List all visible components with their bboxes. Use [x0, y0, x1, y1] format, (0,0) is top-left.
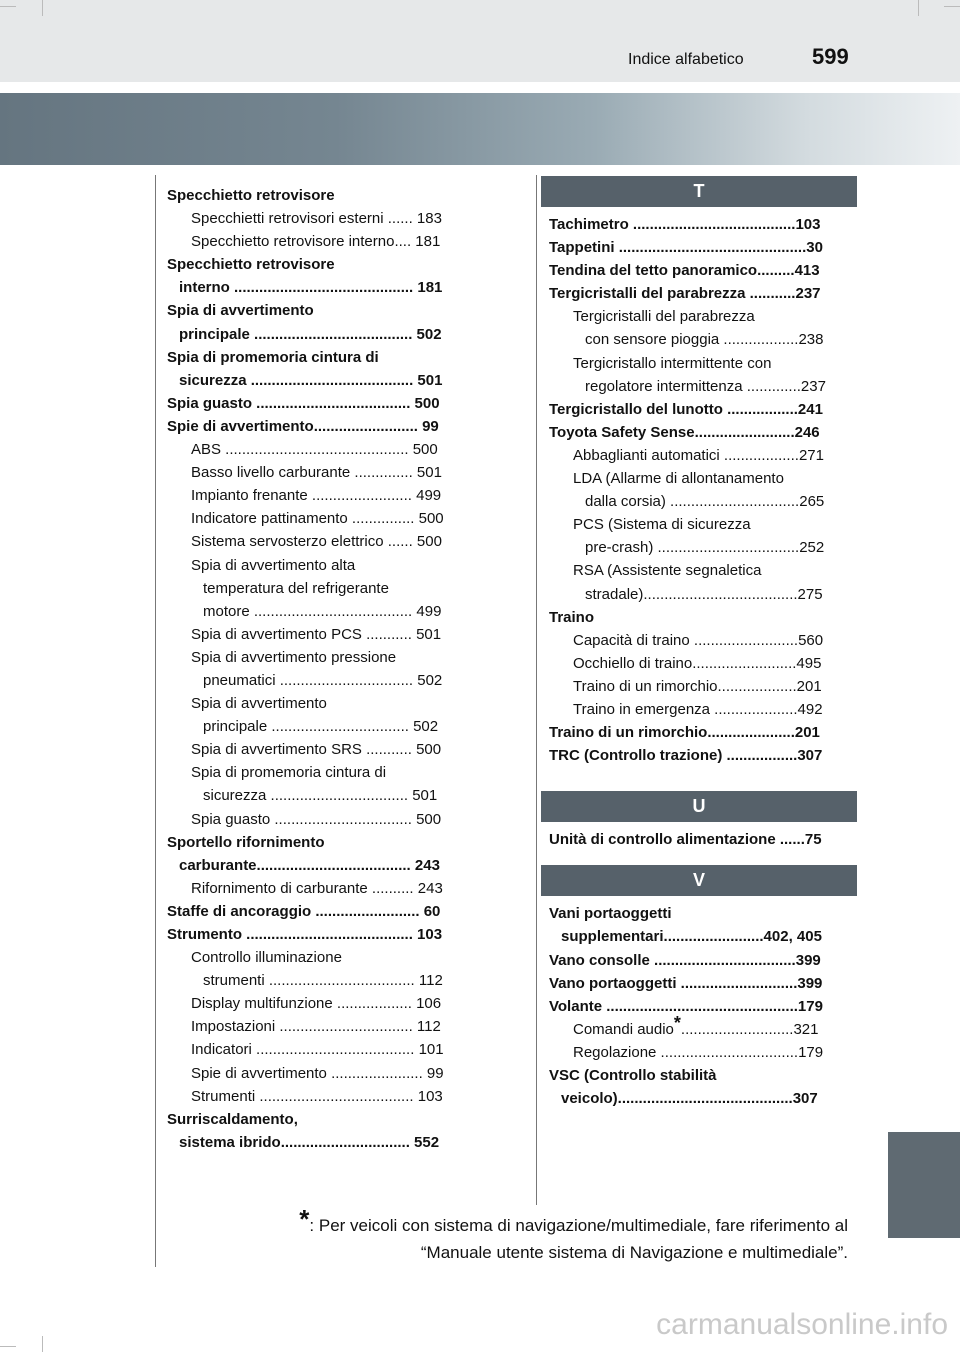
- footnote-text-1: : Per veicoli con sistema di navigazione/multimediale, fare riferimento al: [309, 1216, 848, 1235]
- index-entry: Spia di promemoria cintura di: [167, 348, 379, 366]
- index-entry: Specchietto retrovisore interno.... 181: [191, 233, 441, 251]
- footnote-text-2: “Manuale utente sistema di Navigazione e multimediale”.: [420, 1243, 848, 1262]
- index-entry: Indicatore pattinamento ............... 500: [191, 510, 444, 528]
- index-entry: LDA (Allarme di allontanamento: [573, 470, 784, 488]
- watermark: carmanualsonline.info: [656, 1308, 948, 1341]
- index-entry: Indicatori ...................................... 101: [191, 1041, 444, 1059]
- index-entry: Strumenti ..................................... 103: [191, 1087, 443, 1105]
- index-entry: Spia di avvertimento alta: [191, 556, 356, 574]
- footnote-marker: *: [673, 1012, 681, 1033]
- left-column-rule: [155, 175, 156, 1267]
- index-entry: Tergicristallo intermittente con: [573, 354, 772, 372]
- crop-mark: [918, 0, 919, 16]
- index-entry: Capacità di traino .........................560: [573, 631, 824, 649]
- index-entry: [549, 1012, 849, 1041]
- index-entry: Specchietto retrovisore: [167, 187, 335, 204]
- index-entry: Impostazioni ................................ 112: [191, 1018, 441, 1036]
- index-entry: carburante..................................... 243: [179, 856, 440, 874]
- section-header-v: V: [541, 865, 857, 896]
- index-entry: sicurezza ................................. 501: [203, 787, 438, 805]
- index-entry: Regolazione .................................179: [573, 1043, 824, 1061]
- crop-mark: [0, 1346, 16, 1347]
- center-column-rule: [536, 175, 537, 1205]
- index-entry: sicurezza ....................................... 501: [179, 371, 443, 389]
- index-entry: Controllo illuminazione: [191, 949, 342, 967]
- index-entry: Tachimetro .......................................103: [549, 216, 821, 233]
- crop-mark: [42, 1336, 43, 1352]
- index-entry: Spie di avvertimento ...................... 99: [191, 1064, 444, 1082]
- index-entry: Spie di avvertimento......................... 99: [167, 417, 439, 435]
- index-entry: Basso livello carburante .............. 501: [191, 464, 442, 482]
- index-entry: Specchietto retrovisore: [167, 256, 335, 274]
- crop-mark: [42, 0, 43, 16]
- index-entry: Tappetini .............................................30: [549, 239, 823, 257]
- index-entry: Spia di avvertimento: [167, 302, 314, 320]
- crop-mark: [944, 6, 960, 7]
- index-entry: principale ...................................... 502: [179, 325, 442, 343]
- footnote-line-1: [299, 1206, 848, 1239]
- index-entry: strumenti ................................... 112: [203, 972, 443, 990]
- index-entry: regolatore intermittenza .............237: [585, 377, 826, 395]
- entry-page: ...........................321: [680, 1020, 819, 1038]
- index-entry: Vano portaoggetti ............................399: [549, 974, 823, 992]
- index-entry: Tergicristalli del parabrezza ...........237: [549, 285, 821, 303]
- index-entry: dalla corsia) ...............................265: [585, 493, 825, 511]
- index-entry: Abbaglianti automatici ..................271: [573, 446, 824, 464]
- index-entry: veicolo)..........................................307: [561, 1090, 818, 1108]
- index-entry: Tendina del tetto panoramico.........413: [549, 262, 820, 280]
- index-entry: Rifornimento di carburante .......... 243: [191, 879, 443, 897]
- index-entry: Spia guasto ..................................... 500: [167, 394, 440, 412]
- page-number: 599: [812, 44, 849, 69]
- header-gradient-bar: [0, 93, 960, 165]
- index-entry: Vano consolle ..................................399: [549, 951, 821, 969]
- index-entry: Specchietti retrovisori esterni ...... 183: [191, 210, 442, 228]
- section-header-u: U: [541, 791, 857, 822]
- index-entry: PCS (Sistema di sicurezza: [573, 516, 751, 534]
- index-entry: Surriscaldamento,: [167, 1110, 298, 1128]
- entry-label: Comandi audio: [573, 1020, 674, 1038]
- index-entry: stradale).....................................275: [585, 585, 823, 603]
- section-header-t: T: [541, 176, 857, 207]
- index-entry: TRC (Controllo trazione) .................307: [549, 747, 823, 765]
- index-entry: Traino di un rimorchio...................201: [573, 677, 822, 695]
- index-entry: Toyota Safety Sense........................246: [549, 423, 820, 441]
- index-entry: Spia guasto ................................. 500: [191, 810, 442, 828]
- index-entry: pneumatici ................................ 502: [203, 671, 443, 689]
- section-title: Indice alfabetico: [628, 51, 744, 68]
- index-entry: Tergicristalli del parabrezza: [573, 308, 755, 326]
- index-entry: pre-crash) ..................................252: [585, 539, 825, 557]
- index-entry: Traino: [549, 608, 595, 626]
- footnote-star: *: [299, 1204, 310, 1234]
- index-entry: Spia di promemoria cintura di: [191, 764, 387, 782]
- index-entry: ABS ............................................ 500: [191, 441, 438, 459]
- index-entry: principale ................................. 502: [203, 718, 439, 736]
- index-entry: Tergicristallo del lunotto .................241: [549, 400, 823, 418]
- index-entry: Staffe di ancoraggio ......................... 60: [167, 902, 441, 920]
- index-entry: Vani portaoggetti: [549, 905, 672, 923]
- index-entry: RSA (Assistente segnaletica: [573, 562, 762, 580]
- index-entry: Strumento ........................................ 103: [167, 926, 443, 943]
- index-entry: Traino di un rimorchio.....................201: [549, 724, 820, 742]
- index-entry: Sportello rifornimento: [167, 833, 325, 851]
- index-entry: sistema ibrido............................... 552: [179, 1133, 440, 1151]
- crop-mark: [0, 6, 16, 7]
- index-entry: Traino in emergenza ....................492: [573, 700, 823, 718]
- index-entry: Volante ..............................................179: [549, 997, 823, 1015]
- index-entry: Sistema servosterzo elettrico ...... 500: [191, 533, 442, 551]
- index-entry: Spia di avvertimento PCS ........... 501: [191, 625, 442, 643]
- index-entry: Spia di avvertimento pressione: [191, 648, 397, 666]
- index-left-column: [167, 184, 467, 1154]
- footnote: [299, 1206, 848, 1266]
- index-entry: Spia di avvertimento: [191, 695, 327, 713]
- index-entry: Impianto frenante ........................ 499: [191, 487, 442, 505]
- index-entry: Occhiello di traino.........................495: [573, 654, 822, 672]
- index-entry: VSC (Controllo stabilità: [549, 1067, 717, 1084]
- index-right-column: [549, 176, 849, 1110]
- index-entry: interno ........................................... 181: [179, 279, 443, 297]
- index-entry: temperatura del refrigerante: [203, 579, 389, 597]
- index-entry: Display multifunzione .................. 106: [191, 995, 442, 1013]
- index-entry: supplementari........................402, 405: [561, 928, 822, 946]
- index-entry: con sensore pioggia ..................238: [585, 331, 824, 349]
- index-entry: motore ...................................... 499: [203, 602, 442, 620]
- side-tab: [888, 1132, 960, 1238]
- index-entry: Unità di controllo alimentazione ......75: [549, 831, 822, 849]
- index-entry: Spia di avvertimento SRS ........... 500: [191, 741, 442, 759]
